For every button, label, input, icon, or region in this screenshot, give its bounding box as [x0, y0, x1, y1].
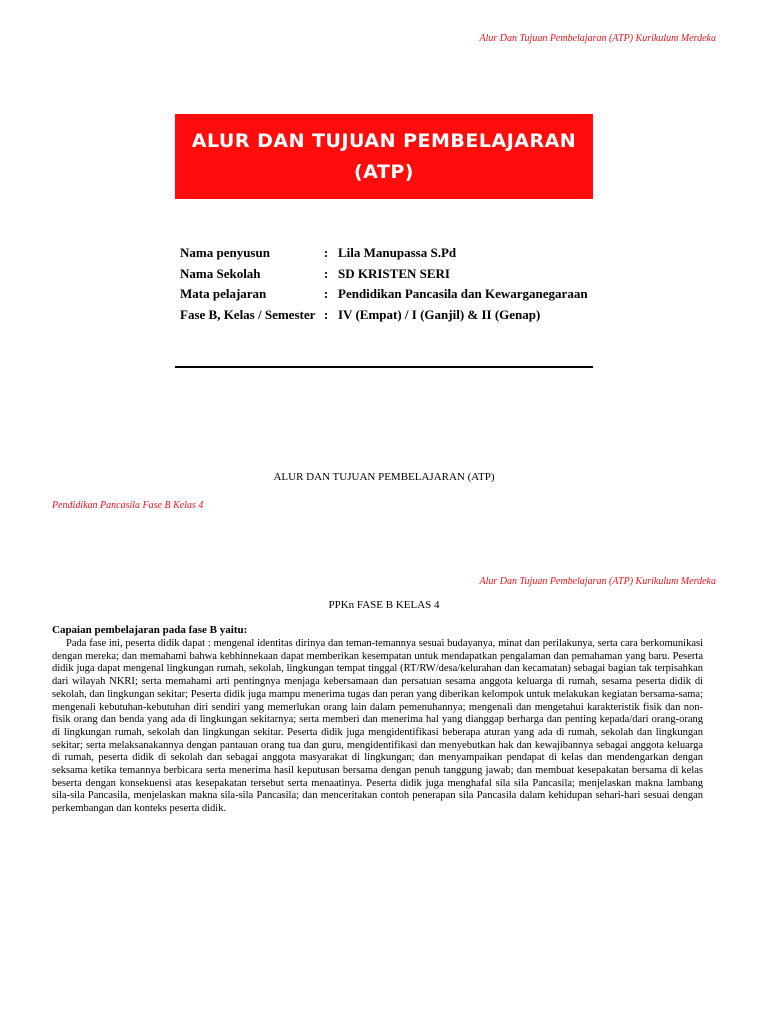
info-label: Mata pelajaran — [180, 286, 267, 302]
info-row-subject — [180, 284, 588, 305]
section-title: ALUR DAN TUJUAN PEMBELAJARAN (ATP) — [273, 471, 495, 483]
learning-outcomes-heading: Capaian pembelajaran pada fase B yaitu: — [52, 624, 248, 636]
info-label: Nama Sekolah — [180, 265, 261, 281]
identity-table — [180, 243, 588, 325]
info-colon: : — [323, 265, 329, 281]
title-box — [175, 114, 593, 199]
subject-note: Pendidikan Pancasila Fase B Kelas 4 — [52, 500, 204, 511]
divider-line — [175, 366, 593, 368]
learning-outcomes-paragraph: Pada fase ini, peserta didik dapat : mengenal identitas dirinya dan teman-temannya sesuai budayanya, minat dan perilakunya, serta cara berkomunikasi dengan mereka; dan memahami bahwa kebhinnekaan dapat memberikan kesempatan untuk mendapatkan pengalaman dan pemahaman yang baru. Peserta didik juga dapat mengenal lingkungan rumah, sekolah, lingkungan tempat tinggal (RT/RW/desa/kelurahan dan kecamatan) sebagai bagian tak terpisahkan dari wilayah NKRI; serta memahami arti pentingnya menjaga kebersamaan dan persatuan sesama anggota keluarga di rumah, sesama peserta didik di sekolah, dan lingkungan sekitar; Peserta didik juga mampu menerima tugas dan peran yang diberikan kelompok untuk melakukan kegiatan bersama-sama; mengenali kebutuhan-kebutuhan diri sendiri yang memerlukan orang lain dalam pemenuhannya; mengenali dan mengetahui karakteristik fisik dan non-fisik orang dan benda yang ada di lingkungan sekitarnya; serta memberi dan menerima hal yang dianggap berharga dan penting kepada/dari orang-orang di lingkungan rumah, sekolah dan lingkungan sekitar. Peserta didik juga mengidentifikasi beberapa aturan yang ada di rumah, sekolah dan lingkungan sekitar; serta melaksanakannya dengan pantauan orang tua dan guru, mengidentifikasi dan menyebutkan hak dan kewajibannya sebagai anggota keluarga di rumah, peserta didik di sekolah dan sebagai anggota masyarakat di lingkungan; dan menyampaikan pendapat di kelas dan mendengarkan dengan seksama ketika temannya berbicara serta menerima hasil keputusan bersama dengan penuh tanggung jawab; dan membuat kesepakatan bersama di kelas beserta dengan konsekuensi atas kesepakatan tersebut serta menaatinya. Peserta didik juga menghafal sila sila Pancasila; menjelaskan makna lambang sila-sila Pancasila, menjelaskan makna sila-sila Pancasila; dan menceritakan contoh penerapan sila Pancasila dalam kehidupan sehari-hari sesuai dengan perkembangan dan konteks peserta didik. — [52, 638, 703, 815]
info-value: SD KRISTEN SERI — [338, 265, 450, 281]
info-value: Pendidikan Pancasila dan Kewarganegaraan — [338, 286, 588, 302]
page-2-title: PPKn FASE B KELAS 4 — [328, 599, 440, 611]
info-row-author — [180, 243, 588, 264]
header-note-page-2: Alur Dan Tujuan Pembelajaran (ATP) Kurikulum Merdeka — [479, 576, 716, 587]
title-line-2: (ATP) — [354, 160, 414, 183]
info-value: Lila Manupassa S.Pd — [338, 245, 457, 261]
title-line-1: ALUR DAN TUJUAN PEMBELAJARAN — [191, 129, 577, 152]
info-label: Fase B, Kelas / Semester — [180, 306, 316, 322]
info-value: IV (Empat) / I (Ganjil) & II (Genap) — [338, 306, 541, 322]
info-colon: : — [323, 286, 329, 302]
info-label: Nama penyusun — [180, 245, 270, 261]
info-row-school — [180, 264, 588, 285]
info-row-phase — [180, 305, 588, 326]
info-colon: : — [323, 306, 329, 322]
header-note: Alur Dan Tujuan Pembelajaran (ATP) Kurikulum Merdeka — [479, 33, 716, 44]
info-colon: : — [323, 245, 329, 261]
